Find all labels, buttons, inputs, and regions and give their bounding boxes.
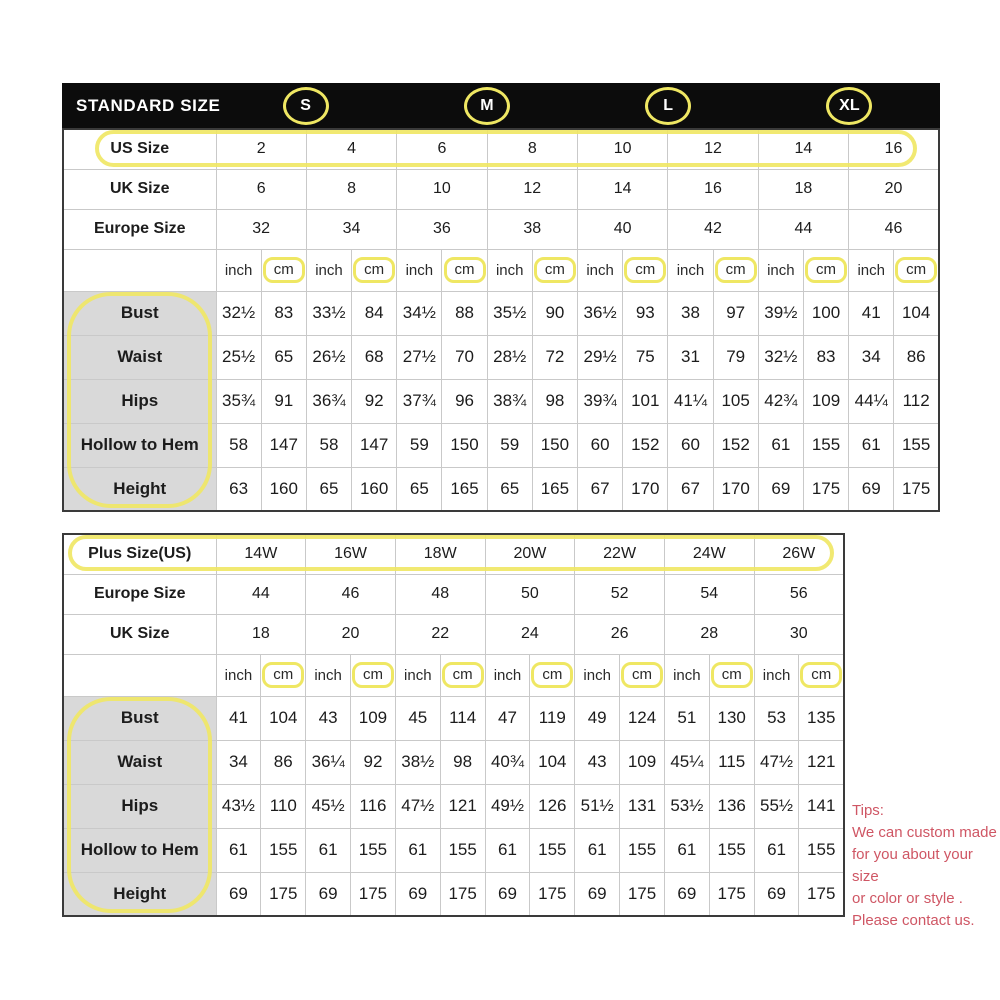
size-value-cell: 16	[849, 129, 939, 169]
size-value-cell: 14W	[216, 534, 306, 574]
size-value-cell: 24W	[664, 534, 754, 574]
cm-highlight-badge: cm	[715, 257, 757, 284]
cm-highlight-badge: cm	[711, 662, 753, 689]
measure-row-waist	[63, 740, 844, 784]
measure-inch-value: 61	[664, 828, 709, 872]
measure-inch-value: 38½	[395, 740, 440, 784]
measure-cm-value: 175	[799, 872, 844, 916]
size-group-circle-xl: XL	[826, 87, 872, 125]
measure-inch-value: 51½	[575, 784, 620, 828]
size-row-europe-size	[63, 209, 939, 249]
measure-cm-value: 175	[709, 872, 754, 916]
measure-cm-value: 68	[352, 335, 397, 379]
measure-inch-value: 59	[397, 423, 442, 467]
measure-cm-value: 91	[261, 379, 306, 423]
row-label-europe-size: Europe Size	[63, 209, 216, 249]
measure-cm-value: 75	[623, 335, 668, 379]
size-value-cell: 46	[849, 209, 939, 249]
row-label-height: Height	[63, 872, 216, 916]
size-value-cell: 2	[216, 129, 306, 169]
unit-inch-label: inch	[306, 249, 351, 291]
measure-inch-value: 55½	[754, 784, 799, 828]
measure-row-height	[63, 872, 844, 916]
standard-size-title: STANDARD SIZE	[76, 95, 221, 115]
unit-row-empty-label	[63, 654, 216, 696]
size-value-cell: 12	[668, 129, 758, 169]
size-group-circle-l: L	[645, 87, 691, 125]
size-value-cell: 18	[216, 614, 306, 654]
measure-cm-value: 155	[261, 828, 306, 872]
unit-inch-label: inch	[754, 654, 799, 696]
measure-inch-value: 33½	[306, 291, 351, 335]
measure-inch-value: 32½	[758, 335, 803, 379]
size-value-cell: 10	[578, 129, 668, 169]
plus-size-table	[62, 533, 845, 917]
size-value-cell: 46	[306, 574, 396, 614]
cm-highlight-badge: cm	[444, 257, 486, 284]
measure-inch-value: 25½	[216, 335, 261, 379]
measure-row-hips	[63, 784, 844, 828]
measure-cm-value: 115	[709, 740, 754, 784]
size-value-cell: 38	[487, 209, 577, 249]
measure-cm-value: 150	[532, 423, 577, 467]
measure-cm-value: 119	[530, 696, 575, 740]
size-row-us-size	[63, 129, 939, 169]
size-value-cell: 48	[395, 574, 485, 614]
size-value-cell: 14	[578, 169, 668, 209]
measure-inch-value: 65	[487, 467, 532, 511]
measure-row-hollow-to-hem	[63, 828, 844, 872]
measure-inch-value: 39¾	[578, 379, 623, 423]
unit-cm-cell	[352, 249, 397, 291]
size-value-cell: 22W	[575, 534, 665, 574]
measure-cm-value: 175	[803, 467, 848, 511]
size-value-cell: 4	[306, 129, 396, 169]
standard-size-table-section	[62, 83, 940, 512]
measure-cm-value: 155	[709, 828, 754, 872]
measure-cm-value: 147	[261, 423, 306, 467]
row-label-waist: Waist	[63, 335, 216, 379]
unit-header-row	[63, 654, 844, 696]
measure-cm-value: 83	[803, 335, 848, 379]
measure-cm-value: 175	[894, 467, 939, 511]
measure-inch-value: 58	[306, 423, 351, 467]
row-label-europe-size: Europe Size	[63, 574, 216, 614]
tips-note	[852, 800, 1000, 932]
standard-size-header-bar	[62, 83, 940, 128]
tips-line: Please contact us.	[852, 912, 975, 929]
unit-inch-label: inch	[849, 249, 894, 291]
measure-inch-value: 34½	[397, 291, 442, 335]
measure-cm-value: 92	[352, 379, 397, 423]
size-value-cell: 26W	[754, 534, 844, 574]
cm-highlight-badge: cm	[895, 257, 937, 284]
unit-inch-label: inch	[216, 654, 261, 696]
measure-cm-value: 155	[803, 423, 848, 467]
measure-cm-value: 104	[261, 696, 306, 740]
size-group-circle-s: S	[283, 87, 329, 125]
cm-highlight-badge: cm	[442, 662, 484, 689]
unit-cm-cell	[803, 249, 848, 291]
size-value-cell: 6	[397, 129, 487, 169]
row-label-height: Height	[63, 467, 216, 511]
measure-cm-value: 175	[261, 872, 306, 916]
measure-cm-value: 110	[261, 784, 306, 828]
measure-cm-value: 96	[442, 379, 487, 423]
measure-cm-value: 72	[532, 335, 577, 379]
measure-inch-value: 35½	[487, 291, 532, 335]
measure-inch-value: 41	[849, 291, 894, 335]
unit-cm-cell	[530, 654, 575, 696]
measure-cm-value: 92	[351, 740, 396, 784]
size-value-cell: 54	[664, 574, 754, 614]
measure-inch-value: 60	[668, 423, 713, 467]
measure-inch-value: 45¼	[664, 740, 709, 784]
measure-inch-value: 69	[849, 467, 894, 511]
measure-cm-value: 175	[530, 872, 575, 916]
unit-cm-cell	[261, 654, 306, 696]
measure-cm-value: 155	[440, 828, 485, 872]
measure-inch-value: 67	[668, 467, 713, 511]
size-value-cell: 20	[306, 614, 396, 654]
unit-inch-label: inch	[397, 249, 442, 291]
unit-inch-label: inch	[758, 249, 803, 291]
measure-cm-value: 121	[799, 740, 844, 784]
measure-inch-value: 40¾	[485, 740, 530, 784]
size-group-circle-m: M	[464, 87, 510, 125]
size-value-cell: 40	[578, 209, 668, 249]
size-value-cell: 20W	[485, 534, 575, 574]
measure-cm-value: 70	[442, 335, 487, 379]
unit-row-empty-label	[63, 249, 216, 291]
size-value-cell: 42	[668, 209, 758, 249]
measure-row-waist	[63, 335, 939, 379]
measure-inch-value: 61	[485, 828, 530, 872]
size-value-cell: 22	[395, 614, 485, 654]
unit-inch-label: inch	[395, 654, 440, 696]
measure-cm-value: 84	[352, 291, 397, 335]
measure-inch-value: 69	[216, 872, 261, 916]
unit-inch-label: inch	[668, 249, 713, 291]
measure-inch-value: 61	[395, 828, 440, 872]
unit-inch-label: inch	[485, 654, 530, 696]
measure-cm-value: 155	[530, 828, 575, 872]
plus-size-table-section	[62, 533, 845, 917]
measure-cm-value: 170	[623, 467, 668, 511]
measure-inch-value: 42¾	[758, 379, 803, 423]
size-row-uk-size	[63, 614, 844, 654]
measure-cm-value: 136	[709, 784, 754, 828]
measure-cm-value: 160	[352, 467, 397, 511]
size-value-cell: 16W	[306, 534, 396, 574]
measure-cm-value: 105	[713, 379, 758, 423]
measure-cm-value: 152	[623, 423, 668, 467]
row-label-uk-size: UK Size	[63, 169, 216, 209]
size-row-uk-size	[63, 169, 939, 209]
measure-cm-value: 160	[261, 467, 306, 511]
cm-highlight-badge: cm	[534, 257, 576, 284]
unit-cm-cell	[442, 249, 487, 291]
measure-inch-value: 69	[758, 467, 803, 511]
measure-cm-value: 130	[709, 696, 754, 740]
measure-inch-value: 41	[216, 696, 261, 740]
measure-inch-value: 43½	[216, 784, 261, 828]
size-value-cell: 30	[754, 614, 844, 654]
measure-inch-value: 32½	[216, 291, 261, 335]
measure-cm-value: 104	[894, 291, 939, 335]
row-label-uk-size: UK Size	[63, 614, 216, 654]
cm-highlight-badge: cm	[352, 662, 394, 689]
measure-cm-value: 93	[623, 291, 668, 335]
measure-inch-value: 61	[216, 828, 261, 872]
row-label-hollow-to-hem: Hollow to Hem	[63, 423, 216, 467]
row-label-plus-size-us: Plus Size(US)	[63, 534, 216, 574]
size-value-cell: 18	[758, 169, 848, 209]
measure-inch-value: 28½	[487, 335, 532, 379]
measure-cm-value: 98	[532, 379, 577, 423]
measure-inch-value: 59	[487, 423, 532, 467]
measure-inch-value: 26½	[306, 335, 351, 379]
measure-inch-value: 45½	[306, 784, 351, 828]
measure-cm-value: 121	[440, 784, 485, 828]
size-value-cell: 20	[849, 169, 939, 209]
measure-cm-value: 116	[351, 784, 396, 828]
measure-cm-value: 155	[620, 828, 665, 872]
measure-cm-value: 155	[894, 423, 939, 467]
size-value-cell: 44	[758, 209, 848, 249]
unit-header-row	[63, 249, 939, 291]
measure-inch-value: 63	[216, 467, 261, 511]
measure-cm-value: 155	[351, 828, 396, 872]
measure-inch-value: 69	[306, 872, 351, 916]
unit-inch-label: inch	[575, 654, 620, 696]
size-value-cell: 26	[575, 614, 665, 654]
measure-cm-value: 170	[713, 467, 758, 511]
cm-highlight-badge: cm	[621, 662, 663, 689]
unit-cm-cell	[620, 654, 665, 696]
size-value-cell: 12	[487, 169, 577, 209]
cm-highlight-badge: cm	[531, 662, 573, 689]
size-value-cell: 34	[306, 209, 396, 249]
measure-inch-value: 53	[754, 696, 799, 740]
measure-inch-value: 61	[754, 828, 799, 872]
standard-size-table	[62, 128, 940, 512]
measure-cm-value: 83	[261, 291, 306, 335]
measure-cm-value: 175	[351, 872, 396, 916]
measure-cm-value: 109	[351, 696, 396, 740]
size-row-plus-size-us	[63, 534, 844, 574]
size-value-cell: 10	[397, 169, 487, 209]
size-value-cell: 32	[216, 209, 306, 249]
measure-cm-value: 109	[803, 379, 848, 423]
measure-inch-value: 34	[216, 740, 261, 784]
measure-cm-value: 109	[620, 740, 665, 784]
measure-cm-value: 131	[620, 784, 665, 828]
measure-inch-value: 61	[758, 423, 803, 467]
measure-cm-value: 104	[530, 740, 575, 784]
measure-inch-value: 36½	[578, 291, 623, 335]
measure-inch-value: 69	[664, 872, 709, 916]
measure-row-bust	[63, 291, 939, 335]
size-value-cell: 8	[487, 129, 577, 169]
measure-cm-value: 97	[713, 291, 758, 335]
measure-row-hips	[63, 379, 939, 423]
size-value-cell: 44	[216, 574, 306, 614]
measure-inch-value: 61	[306, 828, 351, 872]
measure-inch-value: 47½	[754, 740, 799, 784]
tips-line: for you about your size	[852, 846, 973, 885]
unit-cm-cell	[261, 249, 306, 291]
measure-inch-value: 36¼	[306, 740, 351, 784]
unit-cm-cell	[532, 249, 577, 291]
size-value-cell: 52	[575, 574, 665, 614]
size-row-europe-size	[63, 574, 844, 614]
measure-inch-value: 65	[397, 467, 442, 511]
measure-inch-value: 61	[849, 423, 894, 467]
measure-cm-value: 86	[894, 335, 939, 379]
measure-inch-value: 31	[668, 335, 713, 379]
measure-cm-value: 101	[623, 379, 668, 423]
unit-inch-label: inch	[664, 654, 709, 696]
cm-highlight-badge: cm	[263, 257, 305, 284]
measure-inch-value: 38	[668, 291, 713, 335]
row-label-bust: Bust	[63, 696, 216, 740]
measure-cm-value: 86	[261, 740, 306, 784]
measure-cm-value: 165	[532, 467, 577, 511]
size-value-cell: 8	[306, 169, 396, 209]
measure-inch-value: 45	[395, 696, 440, 740]
size-value-cell: 14	[758, 129, 848, 169]
size-value-cell: 16	[668, 169, 758, 209]
unit-cm-cell	[713, 249, 758, 291]
tips-line: We can custom made	[852, 824, 997, 841]
size-value-cell: 18W	[395, 534, 485, 574]
measure-inch-value: 58	[216, 423, 261, 467]
measure-inch-value: 39½	[758, 291, 803, 335]
unit-cm-cell	[351, 654, 396, 696]
measure-inch-value: 44¼	[849, 379, 894, 423]
tips-line: or color or style .	[852, 890, 963, 907]
measure-inch-value: 49	[575, 696, 620, 740]
row-label-waist: Waist	[63, 740, 216, 784]
size-value-cell: 36	[397, 209, 487, 249]
unit-inch-label: inch	[216, 249, 261, 291]
unit-cm-cell	[709, 654, 754, 696]
measure-inch-value: 69	[485, 872, 530, 916]
unit-cm-cell	[799, 654, 844, 696]
measure-cm-value: 141	[799, 784, 844, 828]
unit-cm-cell	[894, 249, 939, 291]
size-value-cell: 50	[485, 574, 575, 614]
measure-cm-value: 100	[803, 291, 848, 335]
measure-cm-value: 152	[713, 423, 758, 467]
size-value-cell: 56	[754, 574, 844, 614]
measure-inch-value: 41¼	[668, 379, 713, 423]
unit-cm-cell	[440, 654, 485, 696]
row-label-hips: Hips	[63, 784, 216, 828]
unit-inch-label: inch	[578, 249, 623, 291]
measure-cm-value: 124	[620, 696, 665, 740]
measure-inch-value: 34	[849, 335, 894, 379]
cm-highlight-badge: cm	[353, 257, 395, 284]
measure-cm-value: 150	[442, 423, 487, 467]
measure-inch-value: 43	[306, 696, 351, 740]
measure-row-bust	[63, 696, 844, 740]
size-value-cell: 6	[216, 169, 306, 209]
size-value-cell: 24	[485, 614, 575, 654]
row-label-hollow-to-hem: Hollow to Hem	[63, 828, 216, 872]
measure-cm-value: 114	[440, 696, 485, 740]
measure-cm-value: 88	[442, 291, 487, 335]
measure-inch-value: 51	[664, 696, 709, 740]
measure-row-height	[63, 467, 939, 511]
measure-inch-value: 37¾	[397, 379, 442, 423]
measure-cm-value: 155	[799, 828, 844, 872]
measure-inch-value: 35¾	[216, 379, 261, 423]
measure-inch-value: 47	[485, 696, 530, 740]
measure-inch-value: 29½	[578, 335, 623, 379]
row-label-bust: Bust	[63, 291, 216, 335]
measure-inch-value: 49½	[485, 784, 530, 828]
measure-inch-value: 67	[578, 467, 623, 511]
unit-inch-label: inch	[487, 249, 532, 291]
measure-row-hollow-to-hem	[63, 423, 939, 467]
measure-inch-value: 61	[575, 828, 620, 872]
measure-cm-value: 165	[442, 467, 487, 511]
measure-inch-value: 38¾	[487, 379, 532, 423]
measure-cm-value: 79	[713, 335, 758, 379]
measure-cm-value: 112	[894, 379, 939, 423]
measure-inch-value: 69	[754, 872, 799, 916]
measure-inch-value: 65	[306, 467, 351, 511]
unit-cm-cell	[623, 249, 668, 291]
measure-inch-value: 27½	[397, 335, 442, 379]
tips-title: Tips:	[852, 802, 884, 819]
measure-cm-value: 175	[620, 872, 665, 916]
cm-highlight-badge: cm	[800, 662, 842, 689]
measure-cm-value: 90	[532, 291, 577, 335]
measure-cm-value: 126	[530, 784, 575, 828]
measure-inch-value: 53½	[664, 784, 709, 828]
measure-inch-value: 60	[578, 423, 623, 467]
measure-cm-value: 147	[352, 423, 397, 467]
unit-inch-label: inch	[306, 654, 351, 696]
measure-cm-value: 98	[440, 740, 485, 784]
measure-cm-value: 65	[261, 335, 306, 379]
cm-highlight-badge: cm	[805, 257, 847, 284]
measure-cm-value: 135	[799, 696, 844, 740]
measure-inch-value: 69	[395, 872, 440, 916]
measure-inch-value: 69	[575, 872, 620, 916]
measure-cm-value: 175	[440, 872, 485, 916]
cm-highlight-badge: cm	[624, 257, 666, 284]
measure-inch-value: 47½	[395, 784, 440, 828]
row-label-hips: Hips	[63, 379, 216, 423]
row-label-us-size: US Size	[63, 129, 216, 169]
measure-inch-value: 36¾	[306, 379, 351, 423]
size-value-cell: 28	[664, 614, 754, 654]
measure-inch-value: 43	[575, 740, 620, 784]
cm-highlight-badge: cm	[262, 662, 304, 689]
